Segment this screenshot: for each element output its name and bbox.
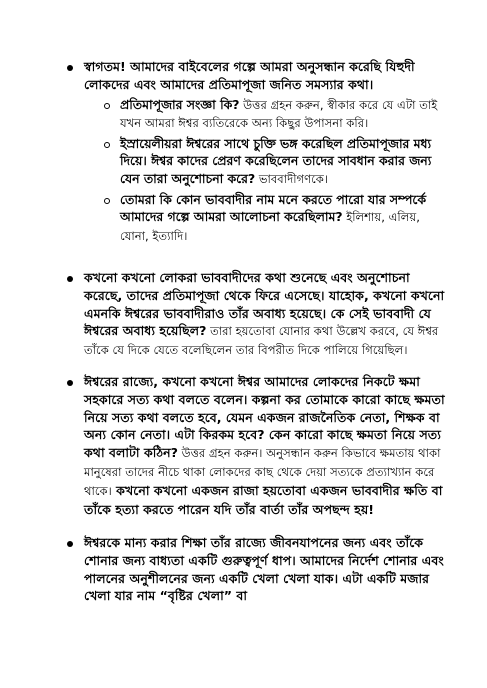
sub-question-text: ইস্রায়েলীয়রা ঈশ্বরের সাথে চুক্তি ভঙ্গ করেছিল প্রতিমাপূজার মধ্য দিয়ে। ঈশ্বর কাদের প্রেরণ করেছিলেন তাদের সাবধান করার জন্য যেন তারা অনুশোচনা করে? [120, 135, 432, 186]
bullet-bold-text-2: কখনো কখনো একজন রাজা হয়তোবা একজন ভাববাদীর ক্ষতি বা তাঁকে হত্যা করতে পারেন যদি তাঁর বার্তা তাঁর অপছন্দ হয়! [84, 482, 443, 517]
sub-item-definition [104, 96, 450, 133]
bullet-item-speak-truth [64, 373, 450, 518]
bullet-item-repentance [64, 269, 450, 360]
bullet-normal-text: উত্তর গ্রহন করুন। অনুসন্ধান করুন কিভাবে ক্ষমতায় থাকা মানুষেরা তাদের নীচে থাকা লোকদের কাছ থেকে দেয়া সত্যকে প্রত্যাখ্যান করে থাকে। [84, 446, 441, 498]
sub-question-text: তোমরা কি কোন ভাববাদীর নাম মনে করতে পারো যার সম্পর্কে আমাদের গল্পে আমরা আলোচনা করেছিলাম? [120, 191, 427, 225]
bullet-bold-text: কখনো কখনো লোকরা ভাববাদীদের কথা শুনেছে এবং অনুশোচনা করেছে, তাদের প্রতিমাপূজা থেকে ফিরে এসেছে। যাহোক, কখনো কখনো এমনকি ঈশ্বরের ভাববাদীরাও তাঁর অবাধ্য হয়েছে। কে সেই ভাববাদী যে ঈশ্বরের অবাধ্য হয়েছিল? [84, 270, 445, 339]
bullet-paragraph [64, 58, 450, 94]
sub-list [64, 96, 450, 246]
sub-paragraph [104, 135, 450, 189]
bullet-paragraph [64, 373, 450, 518]
bullet-bold-text: ঈশ্বরকে মান্য করার শিক্ষা তাঁর রাজ্যে জীবনযাপনের জন্য এবং তাঁকে শোনার জন্য বাধ্যতা একটি গুরুত্বপূর্ণ ধাপ। আমাদের নির্দেশ শোনার এবং পালনের অনুশীলনের জন্য একটি খেলা খেলা যাক। এটা একটি মজার খেলা যার নাম “বৃষ্টির খেলা” বা [84, 535, 444, 604]
bullet-normal-text: তারা হয়তোবা যোনার কথা উল্লেখ করবে, যে ঈশ্বর তাঁকে যে দিকে যেতে বলেছিলেন তার বিপরীত দিকে পালিয়ে গিয়েছিল। [84, 324, 439, 358]
bullet-paragraph [64, 534, 450, 605]
bullet-bold-text: স্বাগতম! আমাদের বাইবেলের গল্পে আমরা অনুসন্ধান করেছি যিহুদী লোকদের এবং আমাদের প্রতিমাপূজা জনিত সমস্যার কথা। [84, 59, 415, 92]
bullet-marker [67, 276, 73, 282]
bullet-marker [67, 65, 73, 71]
bullet-item-obedience [64, 534, 450, 605]
sub-paragraph [104, 96, 450, 133]
sub-answer-text: ইলিশায়, এলিয়, যোনা, ইত্যাদি। [120, 210, 420, 243]
bullet-item-welcome [64, 58, 450, 247]
sub-bullet-marker [104, 103, 110, 109]
sub-paragraph [104, 191, 450, 246]
bullet-marker [67, 380, 73, 386]
bullet-paragraph [64, 269, 450, 360]
sub-question-text: প্রতিমাপূজার সংজ্ঞা কি? [120, 96, 240, 112]
sub-item-covenant [104, 135, 450, 189]
bullet-bold-text: ঈশ্বরের রাজ্যে, কখনো কখনো ঈশ্বর আমাদের লোকদের নিকটে ক্ষমা সহকারে সত্য কথা বলতে বলেন। কল্পনা কর তোমাকে কারো কাছে ক্ষমতা নিয়ে সত্য কথা বলতে হবে, যেমন একজন রাজনৈতিক নেতা, শিক্ষক বা অন্য কোন নেতা। এটা কিরকম হবে? কেন কারো কাছে ক্ষমতা নিয়ে সত্য কথা বলাটা কঠিন? [84, 374, 445, 461]
sub-item-prophets [104, 191, 450, 246]
sub-bullet-marker [104, 142, 110, 148]
sub-answer-text: ভাববাদীগণকে। [255, 171, 329, 186]
sub-bullet-marker [104, 198, 110, 204]
bullet-marker [67, 541, 73, 547]
sub-answer-text: উত্তর গ্রহন করুন, স্বীকার করে যে এটা তাই যখন আমরা ঈশ্বর ব্যতিরেকে অন্য কিছুর উপাসনা করি। [120, 97, 438, 131]
